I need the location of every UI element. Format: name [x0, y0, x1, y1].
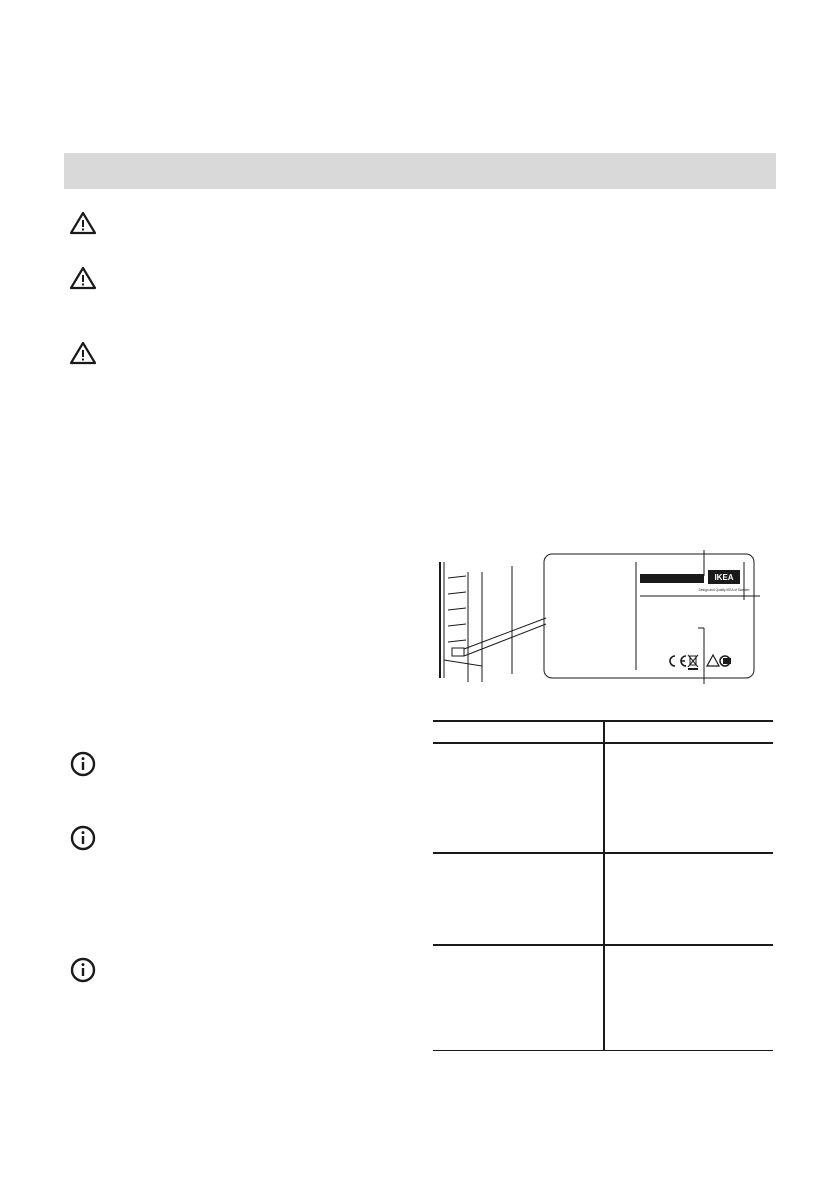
- rating-plate-illustration: [432, 548, 772, 688]
- ce-mark-icon: [670, 656, 686, 666]
- warning-icon: [69, 211, 97, 235]
- info-icon: [70, 751, 96, 777]
- table-row: [433, 945, 773, 1051]
- logo-caption: Design and Quality IKEA of Sweden: [698, 588, 750, 592]
- table-cell: [604, 743, 773, 853]
- table-row: [433, 743, 773, 853]
- info-icon: [70, 957, 96, 983]
- table-header-cell: [433, 721, 604, 743]
- table-header-cell: [604, 721, 773, 743]
- table-cell: [433, 853, 604, 945]
- weee-bin-icon: [688, 655, 698, 670]
- ventilation-warning-icon: [707, 655, 731, 666]
- info-icon: [70, 825, 96, 851]
- table-row: [433, 853, 773, 945]
- section-header-bar: [64, 153, 776, 189]
- ikea-logo: IKEA: [714, 573, 734, 582]
- table-cell: [433, 945, 604, 1051]
- warning-icon: [69, 341, 97, 365]
- table-cell: [433, 743, 604, 853]
- table-header-row: [433, 721, 773, 743]
- warning-icon: [69, 266, 97, 290]
- info-table: [433, 720, 773, 1051]
- table-cell: [604, 853, 773, 945]
- table-cell: [604, 945, 773, 1051]
